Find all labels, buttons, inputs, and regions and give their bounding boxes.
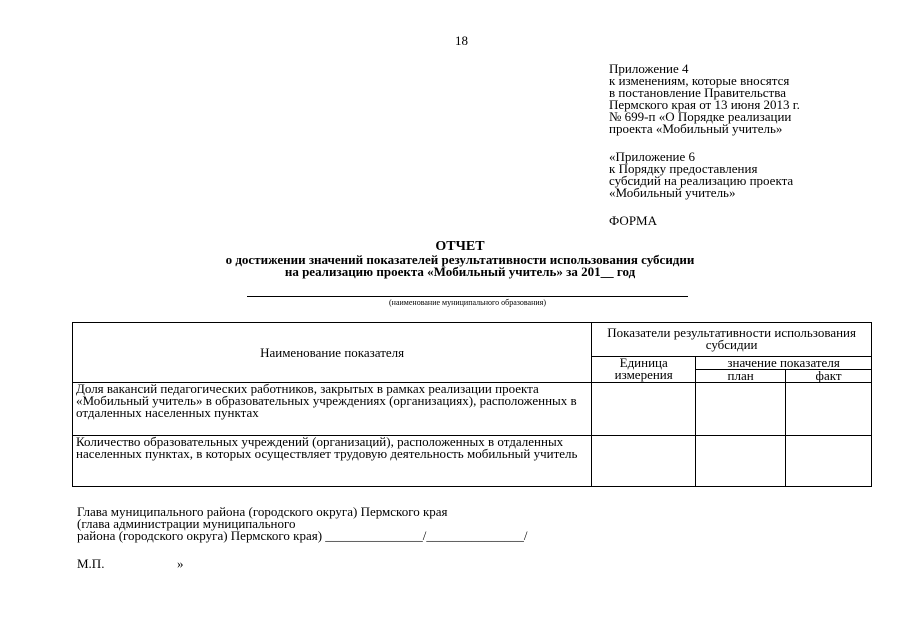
appendix-line: Пермского края от 13 июня 2013 г. — [609, 97, 800, 112]
row-indicator-name: Количество образовательных учреждений (организаций), расположенных в отдаленных населенных пунктах, в которых осуществляет трудовую деятельность мобильный учитель — [73, 436, 592, 487]
appendix-line: к изменениям, которые вносятся — [609, 73, 790, 88]
appendix-line: Приложение 4 — [609, 61, 689, 76]
signature-title-line3: района (городского округа) Пермского края) _______________/_______________/ — [77, 528, 528, 543]
appendix-line: в постановление Правительства — [609, 85, 786, 100]
report-subtitle-line2: на реализацию проекта «Мобильный учитель» за 201__ год — [284, 264, 636, 279]
sub-appendix-line: «Мобильный учитель» — [609, 185, 736, 200]
header-indicator-value: значение показателя — [696, 357, 872, 370]
appendix-block — [609, 63, 859, 135]
row-indicator-name: Доля вакансий педагогических работников, закрытых в рамках реализации проекта «Мобильный учитель» в образовательных учреждениях (организациях), расположенных в отдаленных населенных пунктах — [73, 383, 592, 436]
header-fact: факт — [786, 370, 872, 383]
row-unit-cell — [592, 436, 696, 487]
municipality-caption: (наименование муниципального образования) — [389, 298, 546, 307]
report-subtitle-line1: о достижении значений показателей результативности использования субсидии — [225, 252, 695, 267]
row-plan-cell — [696, 383, 786, 436]
report-title: ОТЧЕТ — [435, 239, 485, 254]
closing-quote: » — [177, 556, 184, 571]
form-label: ФОРМА — [609, 213, 657, 228]
row-fact-cell — [786, 436, 872, 487]
header-unit: Единица измерения — [592, 357, 696, 383]
signature-title-line2: (глава администрации муниципального — [77, 516, 296, 531]
sub-appendix-line: «Приложение 6 — [609, 149, 696, 164]
row-plan-cell — [696, 436, 786, 487]
row-fact-cell — [786, 383, 872, 436]
row-unit-cell — [592, 383, 696, 436]
appendix-line: № 699-п «О Порядке реализации — [609, 109, 792, 124]
signature-title-line1: Глава муниципального района (городского округа) Пермского края — [77, 504, 448, 519]
appendix-line: проекта «Мобильный учитель» — [609, 121, 783, 136]
seal-placeholder: М.П. — [77, 556, 105, 571]
sub-appendix-block — [609, 151, 859, 199]
table-row — [73, 383, 872, 436]
header-indicators-group: Показатели результативности использования субсидии — [592, 323, 872, 357]
header-indicator-name: Наименование показателя — [73, 323, 592, 383]
report-table — [72, 322, 872, 487]
sub-appendix-line: субсидий на реализацию проекта — [609, 173, 794, 188]
header-plan: план — [696, 370, 786, 383]
municipality-name-line — [247, 296, 688, 297]
page-number: 18 — [455, 33, 468, 48]
table-row — [73, 436, 872, 487]
sub-appendix-line: к Порядку предоставления — [609, 161, 758, 176]
